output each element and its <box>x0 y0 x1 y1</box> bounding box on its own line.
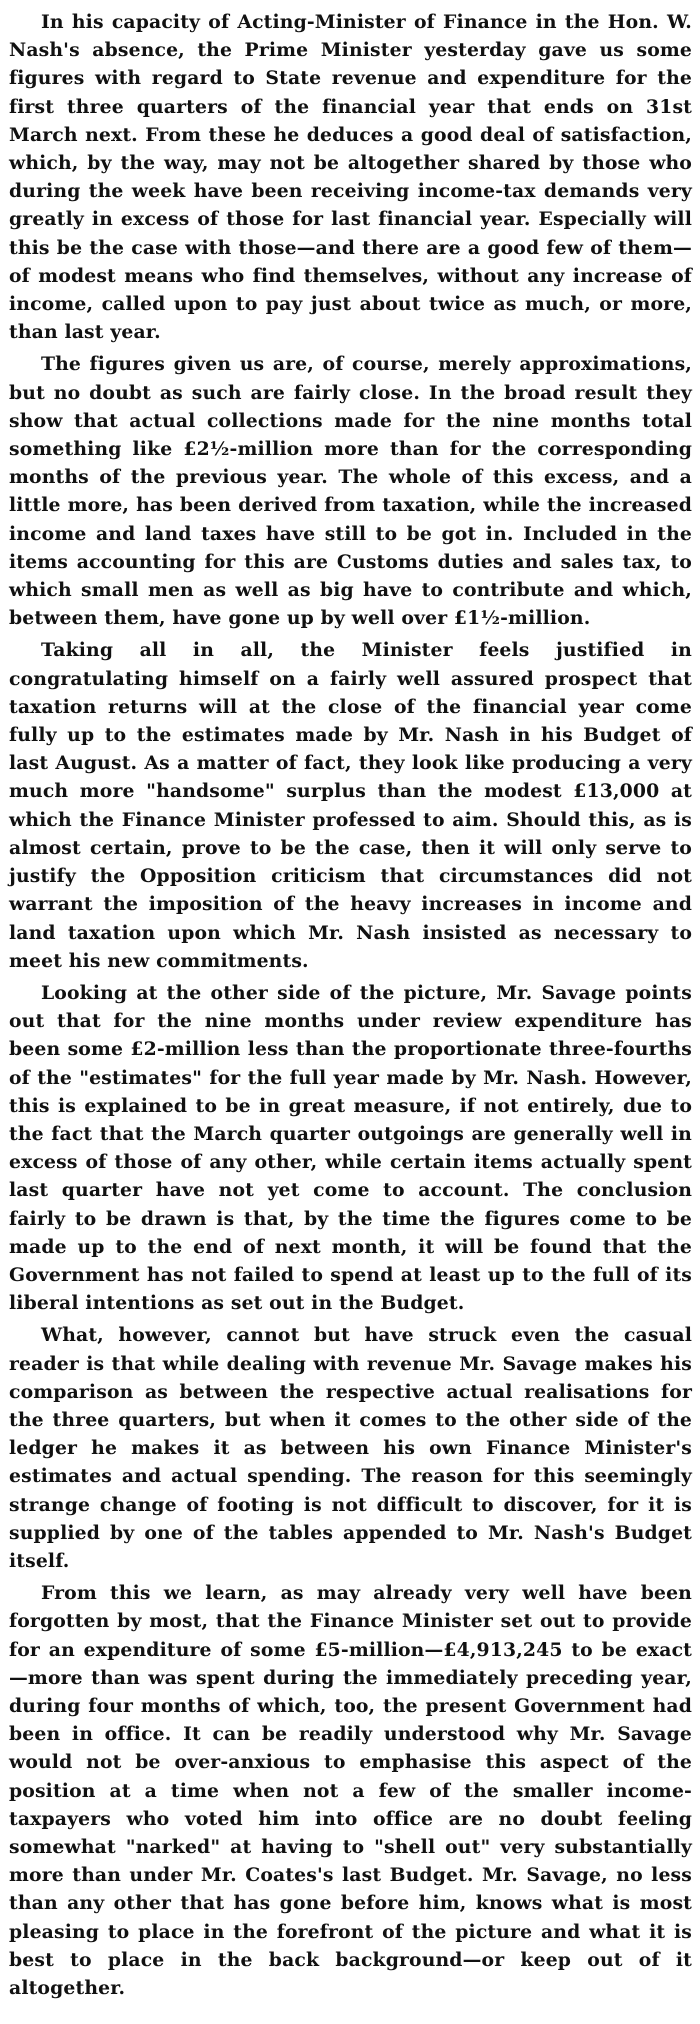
paragraph-3: Taking all in all, the Minister feels justified in congratulating himself on a fairly well assured prospect that taxation returns will at the close of the financial year come fully up to the estimates made by Mr. Nash in his Budget of last August. As a matter of fact, they look like producing a very much more "handsome" surplus than the modest £13,000 at which the Finance Minister professed to aim. Should this, as is almost certain, prove to be the case, then it will only serve to justify the Opposition criticism that circumstances did not warrant the imposition of the heavy increases in income and land taxation upon which Mr. Nash insisted as necessary to meet his new commitments. <box>9 639 692 972</box>
paragraph-1: In his capacity of Acting-Minister of Finance in the Hon. W. Nash's absence, the Prime Minister yesterday gave us some figures with regard to State revenue and expenditure for the first three quarters of the financial year that ends on 31st March next. From these he deduces a good deal of satisfaction, which, by the way, may not be altogether shared by those who during the week have been receiving income-tax demands very greatly in excess of those for last financial year. Especially will this be the case with those—and there are a good few of them—of modest means who find themselves, without any increase of income, called upon to pay just about twice as much, or more, than last year. <box>9 11 692 344</box>
paragraph-5: What, however, cannot but have struck even the casual reader is that while dealing with revenue Mr. Savage makes his comparison as between the respective actual realisations for the three quarters, but when it comes to the other side of the ledger he makes it as between his own Finance Minister's estimates and actual spending. The reason for this seemingly strange change of footing is not difficult to discover, for it is supplied by one of the tables appended to Mr. Nash's Budget itself. <box>9 1324 692 1572</box>
paragraph-6: From this we learn, as may already very well have been forgotten by most, that the Finance Minister set out to provide for an expenditure of some £5-million—£4,913,245 to be exact—more than was spent during the immediately preceding year, during four months of which, too, the present Government had been in office. It can be readily understood why Mr. Savage would not be over-anxious to emphasise this aspect of the position at a time when not a few of the smaller income-taxpayers who voted him into office are no doubt feeling somewhat "narked" at having to "shell out" very substantially more than under Mr. Coates's last Budget. Mr. Savage, no less than any other that has gone before him, knows what is most pleasing to place in the forefront of the picture and what it is best to place in the back background—or keep out of it altogether. <box>9 1582 692 2000</box>
paragraph-4: Looking at the other side of the picture, Mr. Savage points out that for the nine months under review expenditure has been some £2-million less than the proportionate three-fourths of the "estimates" for the full year made by Mr. Nash. However, this is explained to be in great measure, if not entirely, due to the fact that the March quarter outgoings are generally well in excess of those of any other, while certain items actually spent last quarter have not yet come to account. The conclusion fairly to be drawn is that, by the time the figures come to be made up to the end of next month, it will be found that the Government has not failed to spend at least up to the full of its liberal intentions as set out in the Budget. <box>9 981 692 1315</box>
paragraph-2: The figures given us are, of course, merely approximations, but no doubt as such are fairly close. In the broad result they show that actual collections made for the nine months total something like £2½-million more than for the corresponding months of the previous year. The whole of this excess, and a little more, has been derived from taxation, while the increased income and land taxes have still to be got in. Included in the items accounting for this are Customs duties and sales tax, to which small men as well as big have to contribute and which, between them, have gone up by well over £1½-million. <box>9 353 692 630</box>
